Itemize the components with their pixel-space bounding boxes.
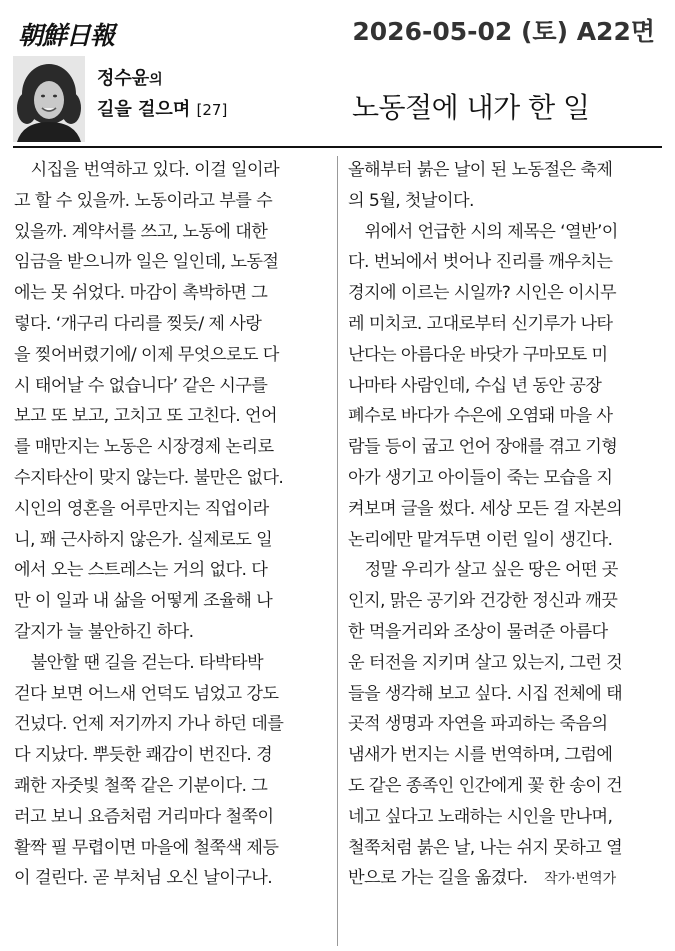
body-text-line: 다 지났다. 뿌듯한 쾌감이 번진다. 경 <box>14 745 273 766</box>
article-body-right-column <box>348 155 658 895</box>
body-text-line: 쾌한 자줏빛 철쭉 같은 기분이다. 그 <box>14 775 268 796</box>
body-text-line: 들을 생각해 보고 싶다. 시집 전체에 태 <box>348 683 623 704</box>
body-text-line: 건넜다. 언제 저기까지 가나 하던 데를 <box>14 714 284 735</box>
body-text-line: 를 매만지는 노동은 시장경제 논리로 <box>14 437 274 458</box>
body-text-line: 의 5월, 첫날이다. <box>348 190 474 211</box>
publication-date-page: 2026-05-02 (토) A22면 <box>352 17 655 46</box>
body-text-line: 을 찢어버렸기에/ 이제 무엇으로도 다 <box>14 344 279 365</box>
body-text-line: 아가 생기고 아이들이 죽는 모습을 지 <box>348 467 613 488</box>
body-text-line: 올해부터 붉은 날이 된 노동절은 축제 <box>348 160 613 180</box>
body-text-line: 보고 또 보고, 고치고 또 고친다. 언어 <box>14 406 277 427</box>
body-text-line: 레 미치코. 고대로부터 신기루가 나타 <box>348 313 613 334</box>
body-text-line: 갈지가 늘 불안하긴 하다. <box>14 621 194 642</box>
author-byline: 작가·번역가 <box>544 871 617 888</box>
body-text-line: 수지타산이 맞지 않는다. 불만은 없다. <box>14 467 284 488</box>
body-text-line: 나마타 사람인데, 수십 년 동안 공장 <box>348 375 602 396</box>
body-text-line: 임금을 받으니까 일은 일인데, 노동절 <box>14 252 279 273</box>
body-text-line: 경지에 이르는 시일까? 시인은 이시무 <box>348 283 617 304</box>
author-suffix: 의 <box>149 72 163 88</box>
body-text-line: 곳적 생명과 자연을 파괴하는 죽음의 <box>348 714 608 735</box>
body-text-line: 네고 싶다고 노래하는 시인을 만나며, <box>348 806 613 827</box>
body-text-line: 다. 번뇌에서 벗어나 진리를 깨우치는 <box>348 252 613 273</box>
author-name: 정수윤 <box>97 68 150 89</box>
body-text-line: 만 이 일과 내 삶을 어떻게 조율해 나 <box>14 591 273 612</box>
body-text-line: 이 걸린다. 곧 부처님 오신 날이구나. <box>14 868 273 889</box>
body-text-line: 인지, 맑은 공기와 건강한 정신과 깨끗 <box>348 591 618 612</box>
body-text-line: 켜보며 글을 썼다. 세상 모든 걸 자본의 <box>348 498 623 519</box>
body-text-line: 냄새가 번지는 시를 번역하며, 그럼에 <box>348 745 613 766</box>
article-body-left-column <box>14 155 324 894</box>
body-text-line: 에서 오는 스트레스는 거의 없다. 다 <box>14 560 268 581</box>
body-text-line: 러고 보니 요즘처럼 거리마다 철쭉이 <box>14 806 274 827</box>
body-text-line: 폐수로 바다가 수은에 오염돼 마을 사 <box>348 406 613 427</box>
body-text-line: 에는 못 쉬었다. 마감이 촉박하면 그 <box>14 283 268 304</box>
header-rule <box>13 146 662 148</box>
body-text-line: 시인의 영혼을 어루만지는 직업이라 <box>14 498 269 519</box>
body-text-line: 고 할 수 있을까. 노동이라고 부를 수 <box>14 190 273 211</box>
body-text-line: 있을까. 계약서를 쓰고, 노동에 대한 <box>14 221 268 242</box>
body-text-line: 도 같은 종족인 인간에게 꽃 한 송이 건 <box>348 775 623 796</box>
column-divider <box>337 156 338 946</box>
series-title: 길을 걸으며 <box>97 99 191 120</box>
body-text-line: 걷다 보면 어느새 언덕도 넘었고 강도 <box>14 683 279 704</box>
body-text-line: 한 먹을거리와 조상이 물려준 아름다 <box>348 621 608 642</box>
body-text-line: 논리에만 맡겨두면 이런 일이 생긴다. <box>348 529 613 550</box>
author-portrait-icon <box>13 56 85 142</box>
body-text-line: 시 태어날 수 없습니다’ 같은 시구를 <box>14 375 268 396</box>
body-text-line: 운 터전을 지키며 살고 있는지, 그런 것 <box>348 652 623 673</box>
article-headline: 노동절에 내가 한 일 <box>352 91 590 124</box>
body-text-line: 정말 우리가 살고 싶은 땅은 어떤 곳 <box>348 560 618 581</box>
newspaper-masthead: 朝鮮日報 <box>18 21 115 50</box>
body-text-line: 렇다. ‘개구리 다리를 찢듯/ 제 사랑 <box>14 313 262 334</box>
body-text-line: 위에서 언급한 시의 제목은 ‘열반’이 <box>348 221 618 242</box>
column-series-title <box>97 95 227 121</box>
body-text-line: 불안할 땐 길을 걷는다. 타박타박 <box>14 652 263 673</box>
body-text-line: 니, 꽤 근사하지 않은가. 실제로도 일 <box>14 529 273 550</box>
column-author <box>97 68 163 90</box>
body-text-line: 철쭉처럼 붉은 날, 나는 쉬지 못하고 열 <box>348 837 623 858</box>
series-number: [27] <box>196 101 228 119</box>
body-text-line: 난다는 아름다운 바닷가 구마모토 미 <box>348 344 608 365</box>
body-text-line: 람들 등이 굽고 언어 장애를 겪고 기형 <box>348 437 618 458</box>
body-text-line: 시집을 번역하고 있다. 이걸 일이라 <box>14 160 279 180</box>
author-photo <box>13 56 85 142</box>
body-text-line: 반으로 가는 길을 옮겼다. 작가·번역가 <box>348 868 617 889</box>
body-text-line: 활짝 필 무렵이면 마을에 철쭉색 제등 <box>14 837 279 858</box>
